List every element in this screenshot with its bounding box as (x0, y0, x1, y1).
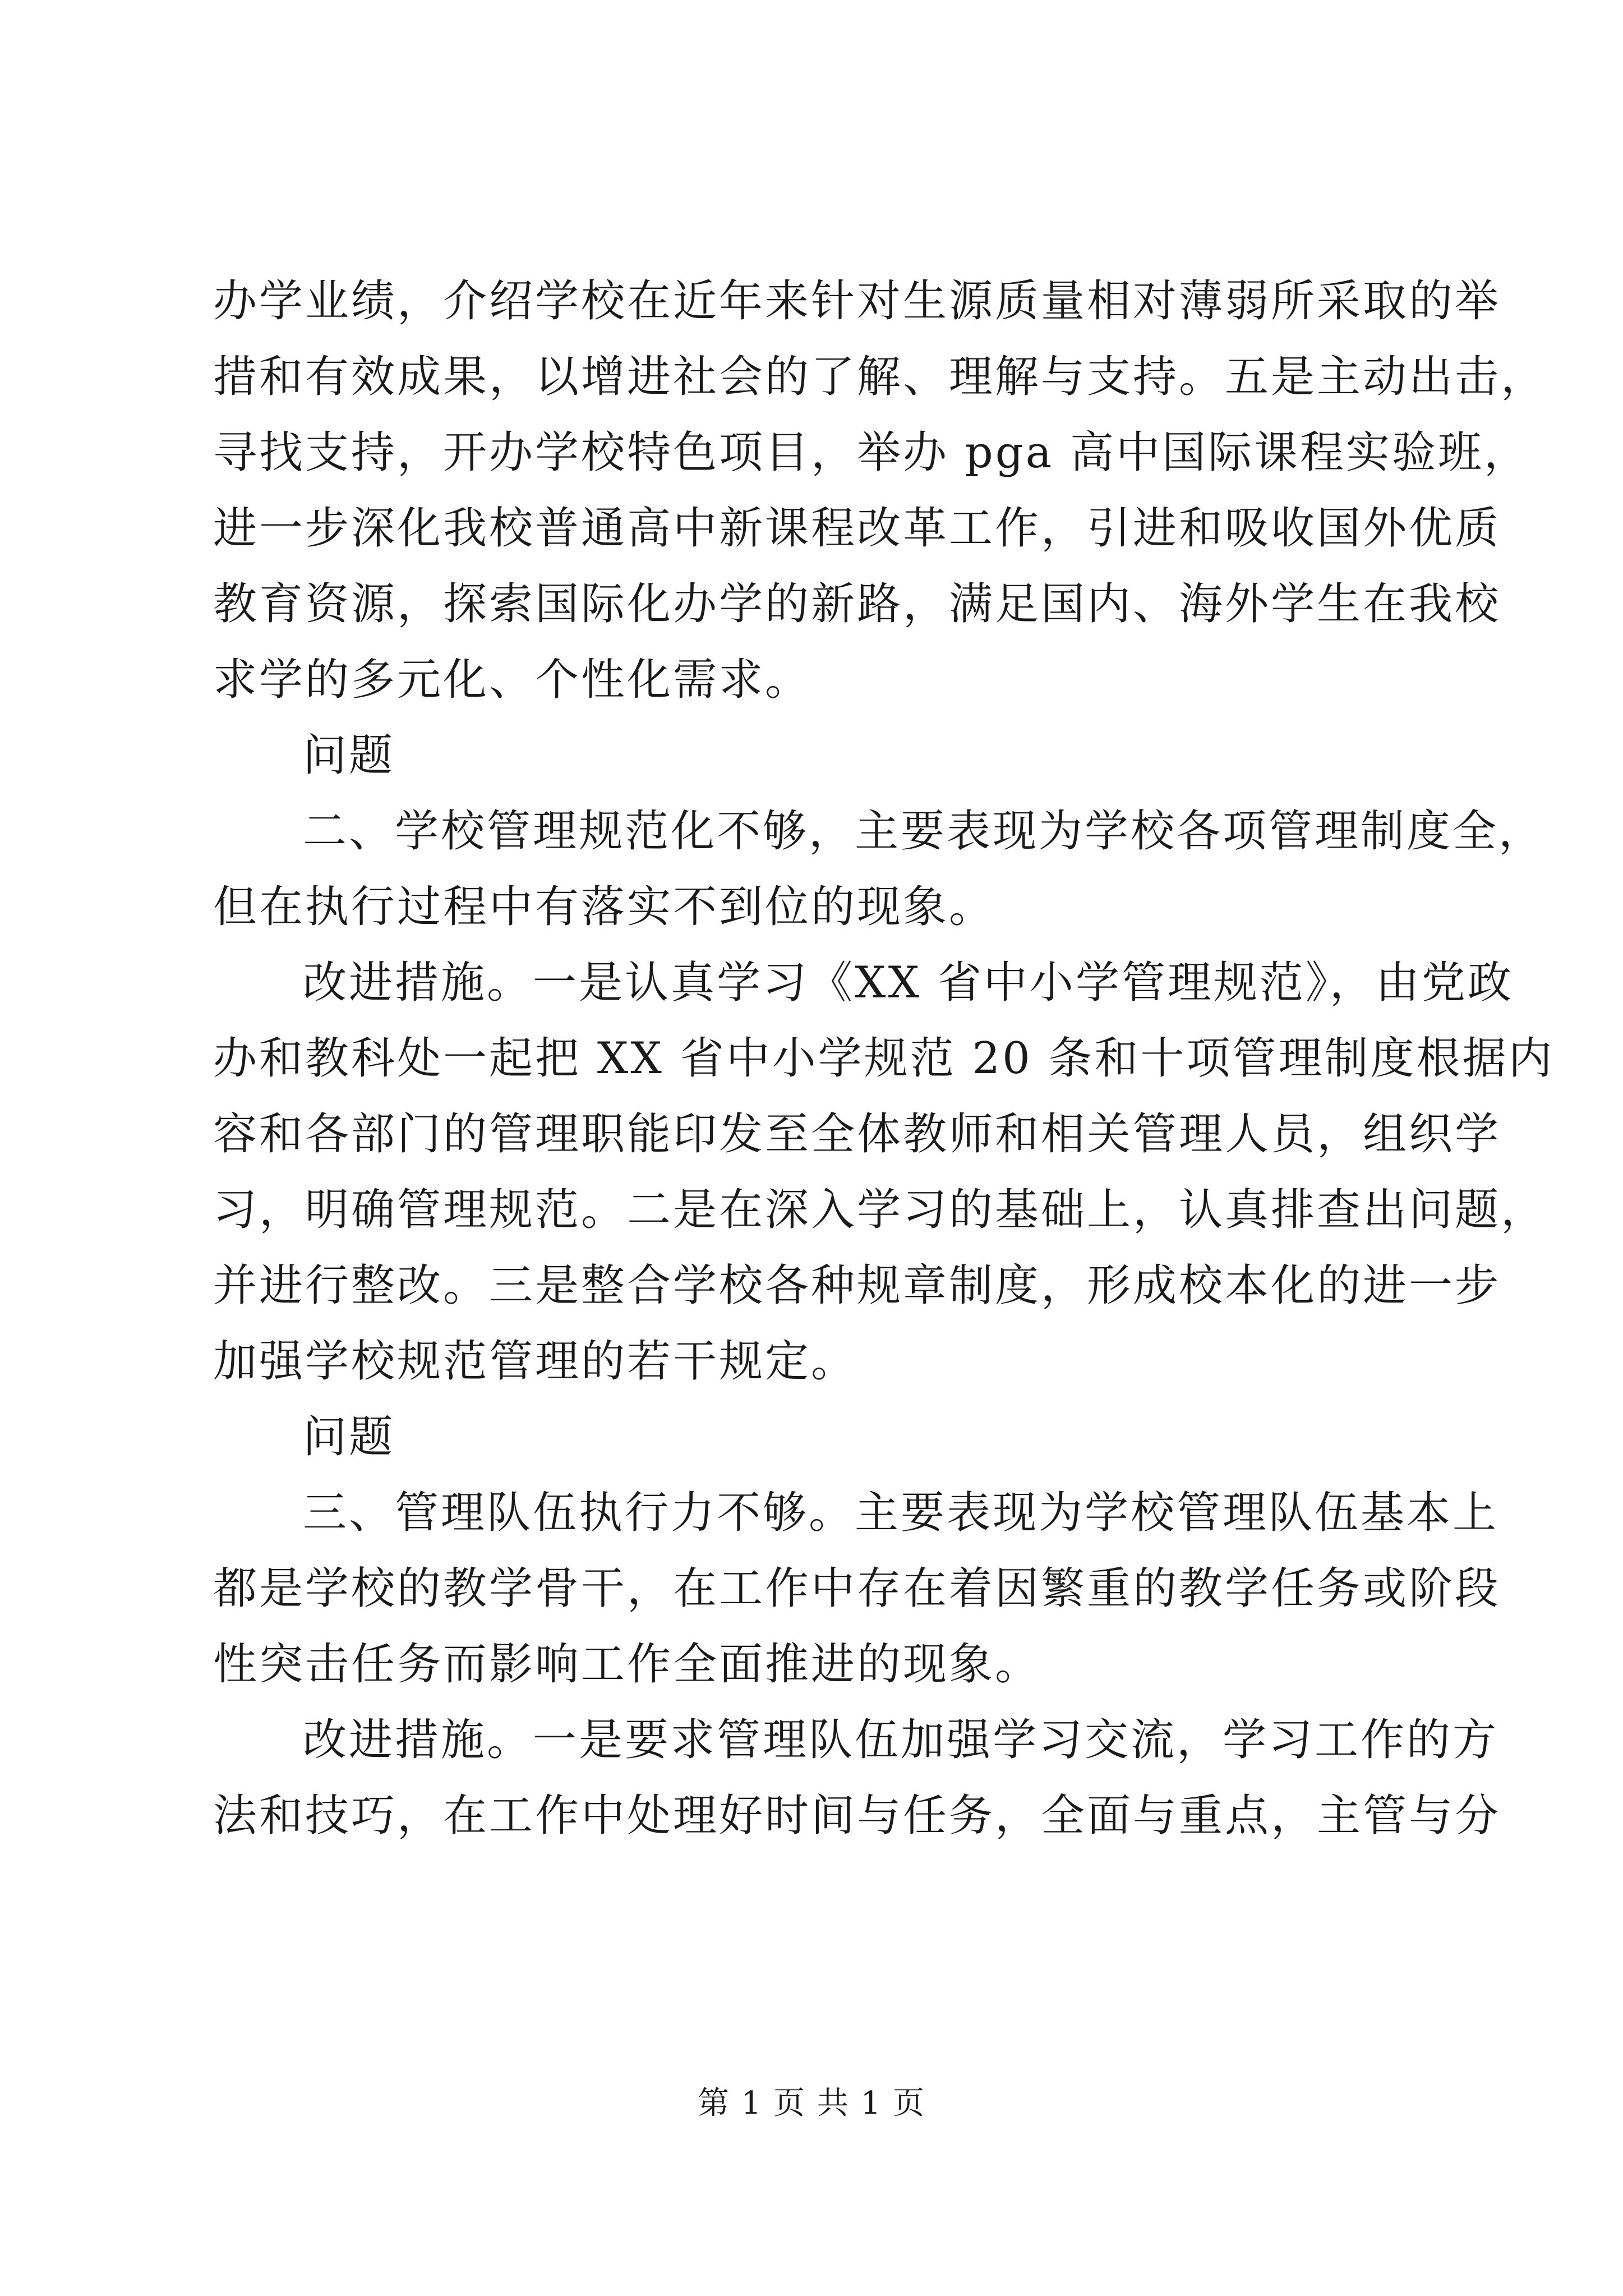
text-line: 改进措施。一是认真学习《XX 省中小学管理规范》，由党政 (303, 958, 1514, 1008)
text-line: 教育资源，探索国际化办学的新路，满足国内、海外学生在我校 (213, 579, 1501, 629)
text-line: 性突击任务而影响工作全面推进的现象。 (213, 1639, 1041, 1690)
text-line: 但在执行过程中有落实不到位的现象。 (213, 882, 995, 932)
text-line: 寻找支持，开办学校特色项目，举办 pga 高中国际课程实验班， (213, 427, 1530, 478)
text-line: 并进行整改。三是整合学校各种规章制度，形成校本化的进一步 (213, 1260, 1501, 1311)
body-text (213, 264, 1555, 1854)
page-footer: 第 1 页 共 1 页 (697, 2085, 926, 2122)
text-line: 容和各部门的管理职能印发至全体教师和相关管理人员，组织学 (213, 1109, 1501, 1159)
text-line: 改进措施。一是要求管理队伍加强学习交流，学习工作的方 (303, 1715, 1499, 1765)
text-line: 求学的多元化、个性化需求。 (213, 655, 811, 705)
section-heading: 问题 (303, 730, 395, 781)
text-line: 措和有效成果，以增进社会的了解、理解与支持。五是主动出击， (213, 352, 1547, 402)
text-line: 二、学校管理规范化不够，主要表现为学校各项管理制度全， (303, 806, 1545, 857)
text-line: 办和教科处一起把 XX 省中小学规范 20 条和十项管理制度根据内 (213, 1033, 1555, 1084)
text-line: 进一步深化我校普通高中新课程改革工作，引进和吸收国外优质 (213, 503, 1501, 554)
text-line: 加强学校规范管理的若干规定。 (213, 1336, 857, 1387)
text-line: 法和技巧，在工作中处理好时间与任务，全面与重点，主管与分 (213, 1791, 1501, 1841)
text-line: 办学业绩，介绍学校在近年来针对生源质量相对薄弱所采取的举 (213, 276, 1501, 326)
text-line: 习，明确管理规范。二是在深入学习的基础上，认真排查出问题， (213, 1185, 1547, 1235)
section-heading: 问题 (303, 1412, 395, 1462)
text-line: 三、管理队伍执行力不够。主要表现为学校管理队伍基本上 (303, 1488, 1499, 1538)
text-line: 都是学校的教学骨干，在工作中存在着因繁重的教学任务或阶段 (213, 1563, 1501, 1614)
